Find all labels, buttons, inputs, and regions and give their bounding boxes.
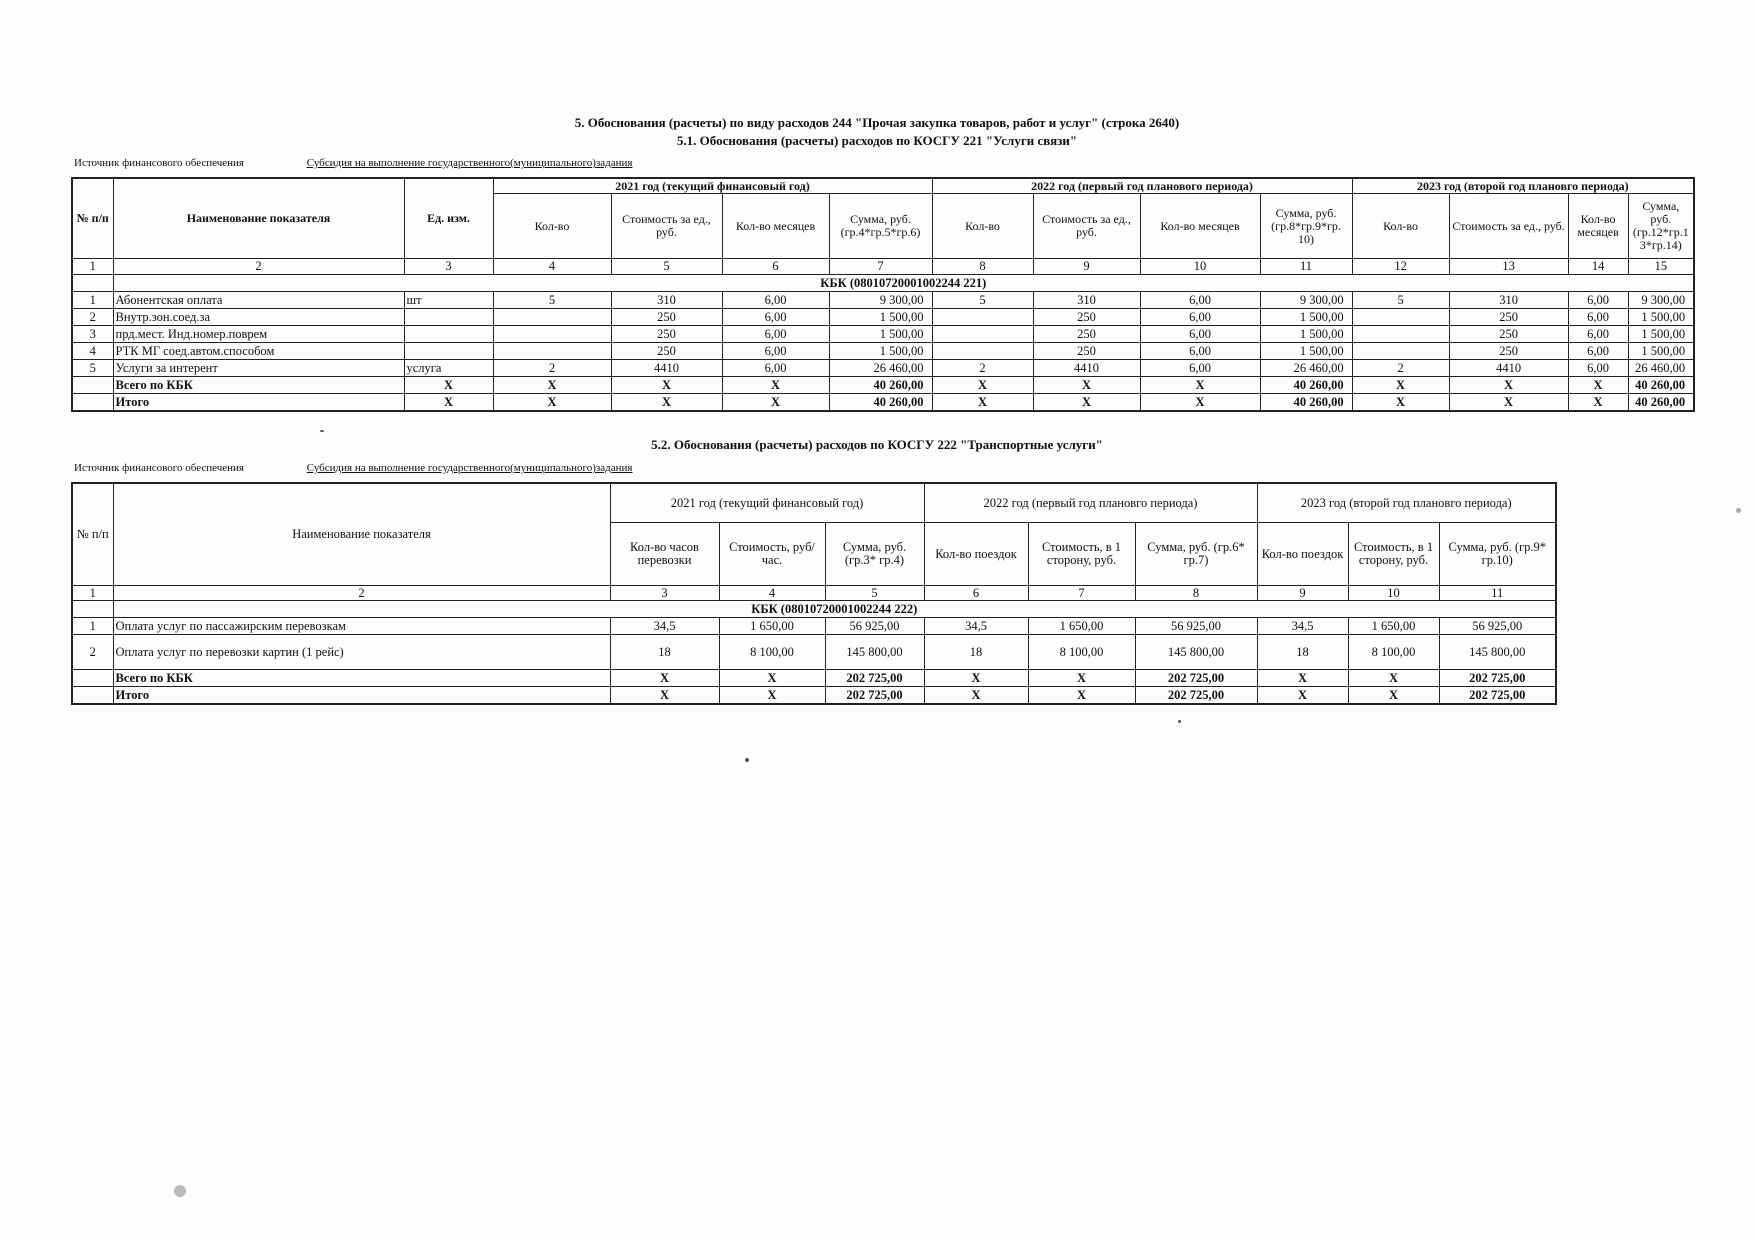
row-label: Абонентская оплата bbox=[113, 292, 404, 309]
table-cell: X bbox=[932, 394, 1033, 412]
scan-speck bbox=[174, 1185, 186, 1197]
row-label: Итого bbox=[113, 687, 610, 705]
table-cell: 18 bbox=[924, 635, 1028, 670]
table-cell: X bbox=[719, 670, 825, 687]
table-cell: 56 925,00 bbox=[1439, 618, 1556, 635]
column-number: 3 bbox=[404, 259, 493, 275]
table-cell: 6,00 bbox=[722, 292, 829, 309]
table-cell bbox=[72, 687, 113, 705]
table-cell: 2 bbox=[1352, 360, 1449, 377]
header-year-2022: 2022 год (первый год планового периода) bbox=[932, 178, 1352, 194]
table-cell: 1 500,00 bbox=[1628, 343, 1694, 360]
header-sum: Сумма, руб. (гр.8*гр.9*гр. 10) bbox=[1260, 194, 1352, 259]
table-cell: X bbox=[404, 394, 493, 412]
table-cell: 5 bbox=[932, 292, 1033, 309]
table-cell: 1 650,00 bbox=[1028, 618, 1135, 635]
table-cell: 40 260,00 bbox=[1628, 377, 1694, 394]
header-months: Кол-во месяцев bbox=[1140, 194, 1260, 259]
total-row bbox=[72, 670, 1556, 687]
header-sum: Сумма, руб. (гр.6* гр.7) bbox=[1135, 523, 1257, 586]
kosgu-222-table bbox=[71, 482, 1557, 705]
column-number: 8 bbox=[932, 259, 1033, 275]
table-cell: 40 260,00 bbox=[1260, 394, 1352, 412]
header-name: Наименование показателя bbox=[113, 483, 610, 586]
table-cell: 250 bbox=[1449, 343, 1568, 360]
header-sum: Сумма, руб. (гр.9* гр.10) bbox=[1439, 523, 1556, 586]
table-cell bbox=[1352, 326, 1449, 343]
table-cell: 250 bbox=[1033, 343, 1140, 360]
table-cell: X bbox=[1568, 377, 1628, 394]
header-name: Наименование показателя bbox=[113, 178, 404, 259]
table-cell bbox=[72, 670, 113, 687]
table-cell: 1 500,00 bbox=[829, 326, 932, 343]
table-row bbox=[72, 343, 1694, 360]
table-cell: 202 725,00 bbox=[1135, 687, 1257, 705]
column-number: 8 bbox=[1135, 586, 1257, 601]
table-cell: 34,5 bbox=[924, 618, 1028, 635]
column-number: 9 bbox=[1257, 586, 1348, 601]
header-year-2023: 2023 год (второй год плановго периода) bbox=[1257, 483, 1556, 523]
table-cell: X bbox=[1140, 394, 1260, 412]
table-cell: 250 bbox=[611, 326, 722, 343]
table-cell: 202 725,00 bbox=[1439, 687, 1556, 705]
header-trips: Кол-во поездок bbox=[1257, 523, 1348, 586]
table-cell: 6,00 bbox=[722, 360, 829, 377]
table-cell: X bbox=[1257, 687, 1348, 705]
table-cell: 9 300,00 bbox=[829, 292, 932, 309]
table-cell: 4410 bbox=[1033, 360, 1140, 377]
kosgu-221-table bbox=[71, 177, 1695, 412]
row-label: Оплата услуг по перевозки картин (1 рейс) bbox=[113, 635, 610, 670]
table-cell: 250 bbox=[1033, 326, 1140, 343]
table-cell: X bbox=[719, 687, 825, 705]
table-cell: 6,00 bbox=[1568, 326, 1628, 343]
section-5-2-subtitle: 5.2. Обоснования (расчеты) расходов по КОСГУ 222 "Транспортные услуги" bbox=[651, 437, 1103, 452]
table-cell: 6,00 bbox=[1568, 292, 1628, 309]
row-label: Всего по КБК bbox=[113, 377, 404, 394]
table-cell bbox=[932, 326, 1033, 343]
table-cell: 1 500,00 bbox=[1260, 326, 1352, 343]
table-cell: 4410 bbox=[1449, 360, 1568, 377]
table-cell: 250 bbox=[611, 343, 722, 360]
header-unit: Ед. изм. bbox=[404, 178, 493, 259]
table-cell: X bbox=[1028, 687, 1135, 705]
scan-speck bbox=[320, 430, 324, 432]
header-qty: Кол-во bbox=[493, 194, 611, 259]
header-cost-hour: Стоимость, руб/час. bbox=[719, 523, 825, 586]
table-cell: X bbox=[611, 377, 722, 394]
kbk-blank bbox=[72, 601, 113, 618]
table-cell: 6,00 bbox=[1568, 360, 1628, 377]
column-number: 4 bbox=[719, 586, 825, 601]
table-cell: 9 300,00 bbox=[1628, 292, 1694, 309]
table-cell: 6,00 bbox=[1140, 292, 1260, 309]
table-cell: 40 260,00 bbox=[1628, 394, 1694, 412]
table-cell bbox=[493, 309, 611, 326]
table-cell: 2 bbox=[72, 635, 113, 670]
column-numbers-row bbox=[72, 259, 1694, 275]
column-number: 2 bbox=[113, 586, 610, 601]
table-cell: 202 725,00 bbox=[825, 687, 924, 705]
table-cell: 6,00 bbox=[1140, 309, 1260, 326]
table-cell: 8 100,00 bbox=[1348, 635, 1439, 670]
table-cell: 26 460,00 bbox=[829, 360, 932, 377]
header-qty: Кол-во bbox=[932, 194, 1033, 259]
table-cell: 1 500,00 bbox=[1628, 326, 1694, 343]
table-cell: X bbox=[610, 687, 719, 705]
table-cell: 5 bbox=[1352, 292, 1449, 309]
column-number: 4 bbox=[493, 259, 611, 275]
header-sum: Сумма, руб. (гр.12*гр.1 3*гр.14) bbox=[1628, 194, 1694, 259]
table-cell: X bbox=[1348, 687, 1439, 705]
column-number: 10 bbox=[1348, 586, 1439, 601]
scan-speck bbox=[1736, 508, 1741, 513]
table-cell: 250 bbox=[1449, 309, 1568, 326]
table-cell: X bbox=[1348, 670, 1439, 687]
funding-source-1 bbox=[74, 157, 632, 170]
table-cell: X bbox=[1033, 394, 1140, 412]
column-number: 6 bbox=[924, 586, 1028, 601]
row-label: Внутр.зон.соед.за bbox=[113, 309, 404, 326]
table-cell: 6,00 bbox=[722, 343, 829, 360]
table-cell bbox=[1352, 343, 1449, 360]
header-num: № п/п bbox=[72, 178, 113, 259]
column-number: 1 bbox=[72, 259, 113, 275]
section-5-1-subtitle: 5.1. Обоснования (расчеты) расходов по КОСГУ 221 "Услуги связи" bbox=[676, 133, 1078, 148]
table-cell: 202 725,00 bbox=[1135, 670, 1257, 687]
header-unit-cost: Стоимость за ед., руб. bbox=[1449, 194, 1568, 259]
table-cell: 26 460,00 bbox=[1628, 360, 1694, 377]
column-number: 10 bbox=[1140, 259, 1260, 275]
table-cell: 6,00 bbox=[1140, 360, 1260, 377]
table-cell bbox=[404, 343, 493, 360]
table-cell: 6,00 bbox=[722, 309, 829, 326]
kbk-code: КБК (08010720001002244 222) bbox=[113, 601, 1556, 618]
table-cell: 18 bbox=[610, 635, 719, 670]
table-cell: 310 bbox=[1033, 292, 1140, 309]
header-months: Кол-во месяцев bbox=[1568, 194, 1628, 259]
table-cell: 250 bbox=[1449, 326, 1568, 343]
table-cell: X bbox=[722, 377, 829, 394]
column-number: 2 bbox=[113, 259, 404, 275]
header-year-2021: 2021 год (текущий финансовый год) bbox=[493, 178, 932, 194]
table-cell: 4 bbox=[72, 343, 113, 360]
column-number: 3 bbox=[610, 586, 719, 601]
header-qty: Кол-во bbox=[1352, 194, 1449, 259]
header-cost-side: Стоимость, в 1 сторону, руб. bbox=[1028, 523, 1135, 586]
table-cell: 2 bbox=[932, 360, 1033, 377]
table-cell bbox=[932, 343, 1033, 360]
table-cell: 40 260,00 bbox=[829, 394, 932, 412]
table-cell: X bbox=[1028, 670, 1135, 687]
table-cell: 310 bbox=[1449, 292, 1568, 309]
table-cell: 56 925,00 bbox=[825, 618, 924, 635]
table-cell: X bbox=[1449, 377, 1568, 394]
table-cell bbox=[1352, 309, 1449, 326]
column-number: 11 bbox=[1260, 259, 1352, 275]
table-cell: X bbox=[1352, 377, 1449, 394]
row-label: Оплата услуг по пассажирским перевозкам bbox=[113, 618, 610, 635]
table-cell: 40 260,00 bbox=[1260, 377, 1352, 394]
column-number: 5 bbox=[825, 586, 924, 601]
table-cell: X bbox=[493, 394, 611, 412]
table-cell: 6,00 bbox=[1140, 326, 1260, 343]
table-cell: 202 725,00 bbox=[1439, 670, 1556, 687]
column-number: 7 bbox=[829, 259, 932, 275]
table-cell: 8 100,00 bbox=[719, 635, 825, 670]
table-row bbox=[72, 360, 1694, 377]
table-row bbox=[72, 618, 1556, 635]
row-label: прд.мест. Инд.номер.поврем bbox=[113, 326, 404, 343]
table-cell: 1 650,00 bbox=[719, 618, 825, 635]
table-cell: 4410 bbox=[611, 360, 722, 377]
table-cell bbox=[404, 309, 493, 326]
table-cell: 250 bbox=[1033, 309, 1140, 326]
table-row bbox=[72, 326, 1694, 343]
funding-source-2 bbox=[74, 462, 632, 475]
header-cost-side: Стоимость, в 1 сторону, руб. bbox=[1348, 523, 1439, 586]
column-number: 7 bbox=[1028, 586, 1135, 601]
table-cell bbox=[493, 326, 611, 343]
table-cell: 1 500,00 bbox=[829, 343, 932, 360]
table-cell: X bbox=[493, 377, 611, 394]
table-cell: 3 bbox=[72, 326, 113, 343]
table-cell: 250 bbox=[611, 309, 722, 326]
table-cell: 145 800,00 bbox=[1439, 635, 1556, 670]
header-unit-cost: Стоимость за ед., руб. bbox=[611, 194, 722, 259]
table-cell: 34,5 bbox=[1257, 618, 1348, 635]
table-cell: 1 500,00 bbox=[829, 309, 932, 326]
table-cell bbox=[72, 394, 113, 412]
table-cell: X bbox=[722, 394, 829, 412]
column-number: 12 bbox=[1352, 259, 1449, 275]
header-unit-cost: Стоимость за ед., руб. bbox=[1033, 194, 1140, 259]
row-label: Услуги за интерент bbox=[113, 360, 404, 377]
table-cell: 5 bbox=[72, 360, 113, 377]
header-sum: Сумма, руб. (гр.4*гр.5*гр.6) bbox=[829, 194, 932, 259]
table-cell: 1 bbox=[72, 618, 113, 635]
header-year-2023: 2023 год (второй год плановго периода) bbox=[1352, 178, 1694, 194]
table-cell: 9 300,00 bbox=[1260, 292, 1352, 309]
table-cell: X bbox=[1568, 394, 1628, 412]
total-row bbox=[72, 687, 1556, 705]
row-label: Итого bbox=[113, 394, 404, 412]
table-cell bbox=[493, 343, 611, 360]
table-cell: X bbox=[932, 377, 1033, 394]
table-cell: X bbox=[924, 670, 1028, 687]
column-number: 14 bbox=[1568, 259, 1628, 275]
header-trips: Кол-во поездок bbox=[924, 523, 1028, 586]
table-cell: X bbox=[1257, 670, 1348, 687]
column-number: 13 bbox=[1449, 259, 1568, 275]
scan-speck bbox=[1178, 720, 1181, 723]
column-number: 6 bbox=[722, 259, 829, 275]
table-cell: шт bbox=[404, 292, 493, 309]
table-cell: 1 650,00 bbox=[1348, 618, 1439, 635]
funding-source-value: Субсидия на выполнение государственного(муниципального)задания bbox=[306, 462, 633, 474]
table-cell: 1 bbox=[72, 292, 113, 309]
table-cell: 1 500,00 bbox=[1260, 343, 1352, 360]
header-year-2021: 2021 год (текущий финансовый год) bbox=[610, 483, 924, 523]
table-cell: X bbox=[1449, 394, 1568, 412]
table-cell: 40 260,00 bbox=[829, 377, 932, 394]
table-cell bbox=[932, 309, 1033, 326]
row-label: Всего по КБК bbox=[113, 670, 610, 687]
table-row bbox=[72, 635, 1556, 670]
section-title: 5. Обоснования (расчеты) по виду расходов 244 "Прочая закупка товаров, работ и услуг" (строка 2640) bbox=[574, 115, 1180, 130]
table-cell: 56 925,00 bbox=[1135, 618, 1257, 635]
funding-source-value: Субсидия на выполнение государственного(муниципального)задания bbox=[306, 157, 633, 169]
header-year-2022: 2022 год (первый год плановго периода) bbox=[924, 483, 1257, 523]
column-number: 5 bbox=[611, 259, 722, 275]
table-row bbox=[72, 309, 1694, 326]
table-cell: 1 500,00 bbox=[1260, 309, 1352, 326]
table-cell: 1 500,00 bbox=[1628, 309, 1694, 326]
funding-source-label: Источник финансового обеспечения bbox=[74, 157, 244, 169]
table-cell: X bbox=[1352, 394, 1449, 412]
table-cell: 6,00 bbox=[722, 326, 829, 343]
table-cell: 6,00 bbox=[1140, 343, 1260, 360]
kbk-blank bbox=[72, 275, 113, 292]
table-cell: X bbox=[1140, 377, 1260, 394]
header-num: № п/п bbox=[72, 483, 113, 586]
table-cell: 6,00 bbox=[1568, 309, 1628, 326]
table-cell: услуга bbox=[404, 360, 493, 377]
table-cell bbox=[72, 377, 113, 394]
table-cell: 26 460,00 bbox=[1260, 360, 1352, 377]
table-cell: 18 bbox=[1257, 635, 1348, 670]
table-cell: 8 100,00 bbox=[1028, 635, 1135, 670]
table-cell: 2 bbox=[72, 309, 113, 326]
column-number: 1 bbox=[72, 586, 113, 601]
table-cell: X bbox=[404, 377, 493, 394]
kbk-code: КБК (08010720001002244 221) bbox=[113, 275, 1694, 292]
row-label: РТК МГ соед.автом.способом bbox=[113, 343, 404, 360]
table-cell: 2 bbox=[493, 360, 611, 377]
table-row bbox=[72, 292, 1694, 309]
table-cell: 5 bbox=[493, 292, 611, 309]
table-cell: X bbox=[1033, 377, 1140, 394]
total-row bbox=[72, 377, 1694, 394]
header-sum: Сумма, руб. (гр.3* гр.4) bbox=[825, 523, 924, 586]
table-cell: X bbox=[611, 394, 722, 412]
table-body bbox=[72, 618, 1556, 705]
table-cell bbox=[404, 326, 493, 343]
table-cell: 145 800,00 bbox=[825, 635, 924, 670]
table-cell: X bbox=[610, 670, 719, 687]
table-cell: 6,00 bbox=[1568, 343, 1628, 360]
column-number: 11 bbox=[1439, 586, 1556, 601]
column-number: 15 bbox=[1628, 259, 1694, 275]
total-row bbox=[72, 394, 1694, 412]
table-cell: 310 bbox=[611, 292, 722, 309]
table-cell: 202 725,00 bbox=[825, 670, 924, 687]
table-body bbox=[72, 292, 1694, 412]
scan-speck bbox=[745, 758, 749, 762]
table-cell: X bbox=[924, 687, 1028, 705]
table-cell: 145 800,00 bbox=[1135, 635, 1257, 670]
column-numbers-row bbox=[72, 586, 1556, 601]
header-months: Кол-во месяцев bbox=[722, 194, 829, 259]
table-cell: 34,5 bbox=[610, 618, 719, 635]
funding-source-label: Источник финансового обеспечения bbox=[74, 462, 244, 474]
column-number: 9 bbox=[1033, 259, 1140, 275]
header-hours: Кол-во часов перевозки bbox=[610, 523, 719, 586]
